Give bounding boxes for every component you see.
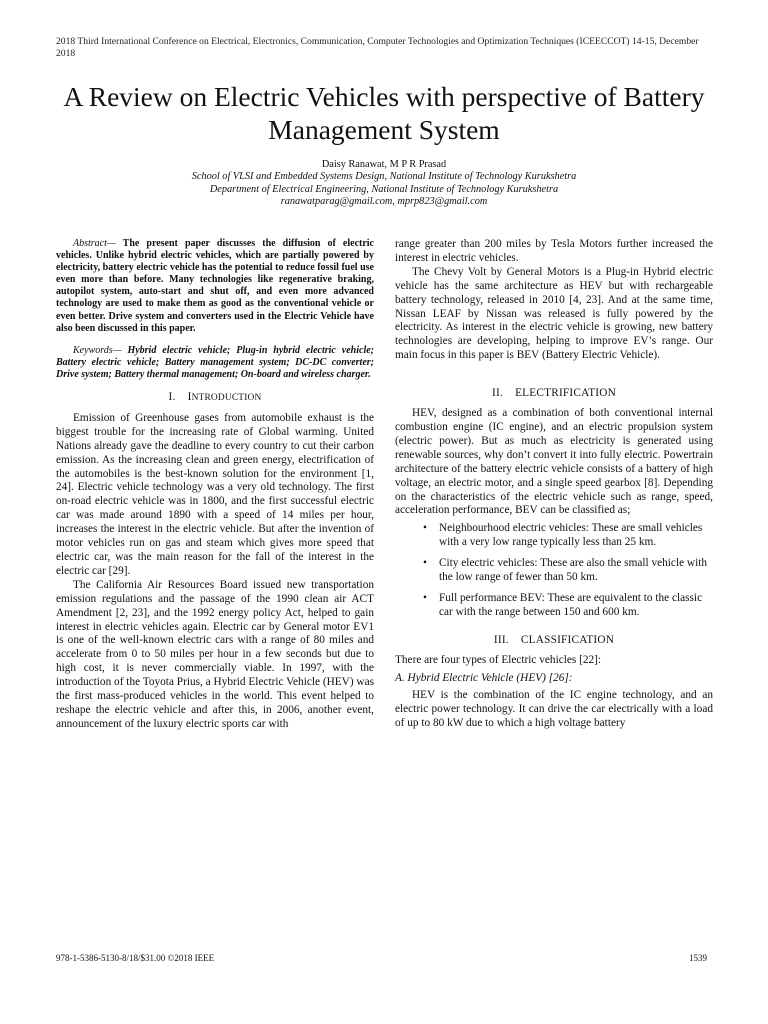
bullet-icon: • [423,522,427,535]
section-title-rest: NTRODUCTION [191,393,262,404]
abstract [56,238,374,335]
classification-intro: There are four types of Electric vehicles [22]: [395,653,602,666]
list-item [395,592,713,620]
affiliation-2: Department of Electrical Engineering, National Institute of Technology Kurukshetra [209,183,559,195]
section-title-first-letter: I [187,391,192,404]
bev-classes-list [395,522,713,619]
section-title: ELECTRIFICATION [515,387,616,400]
list-item-text: Neighbourhood electric vehicles: These are small vehicles with a very low range typically less than 25 km. [439,522,703,549]
section-number: I. [168,391,176,404]
intro-paragraph-2: The California Air Resources Board issued new transportation emission regulations and the passage of the 1990 clean air ACT Amendment [2, 23], and the 1992 energy policy Act, helped to gain interest in electric vehicles again. Electric car by General motor EV1 is one of the well-known electric cars with a range of 80 miles and accelerate from 0 to 50 miles per hour in a few seconds but due to high cost, it is never commercially viable. In 1997, with the introduction of the Toyota Prius, a Hybrid Electric Vehicle (HEV) was the first mass-produced vehicles in the world. This event helped to reshape the electric vehicle and after this, in 2006, another event, announcement of the luxury electric sports car with [56,578,374,730]
section-heading-introduction [56,391,374,406]
abstract-text: The present paper discusses the diffusion of electric vehicles. Unlike hybrid electric vehicles, which are partially powered by electricity, battery electric vehicle has the potential to reduce fossil fuel use even more than before. Many technologies like regenerative braking, autopilot system, auto-start and shut off, and even more advanced technology are used to make them as good as the conventional vehicle or even better. Drive system and converters used in the Electric Vehicle have also been discussed in this paper. [56,238,374,334]
intro-continued: range greater than 200 miles by Tesla Motors further increased the interest in electric vehicles. [395,238,713,264]
intro-paragraph-1: Emission of Greenhouse gases from automobile exhaust is the biggest trouble for the increasing rate of Global warming. United Nations already gave the deadline to every country to cut their carbon emission. As the increasing clean and green energy, electrification of the automobiles is the best-known solution for the environment [1, 24]. Electric vehicle technology was a very old technology. The first on-road electric vehicle was in 1800, and the first successful electric car was made around 1890 with a speed of 14 miles per hour, increases the interest in the electric vehicle. But after the invention of motor vehicles run on gas and steam which gives more speed that electric car, was the main reason for the fall of the interest in the electric car [29]. [56,411,374,577]
list-item [395,557,713,585]
right-column [395,238,713,731]
left-column [56,238,374,732]
section-number: III. [493,633,509,646]
section-number: II. [492,387,503,400]
section-heading-electrification [395,387,713,401]
bullet-icon: • [423,591,427,604]
hev-paragraph: HEV is the combination of the IC engine technology, and an electric power technology. It can drive the car electrically with a load of up to 80 kW due to which a high voltage battery [395,689,713,730]
author-block [40,159,728,209]
section-heading-classification [395,634,713,648]
abstract-label: Abstract— [73,238,116,249]
keywords-label: Keywords— [73,344,122,356]
subsection-heading-hev: A. Hybrid Electric Vehicle (HEV) [26]: [395,671,573,684]
list-item-text: City electric vehicles: These are also the small vehicle with the low range of fewer than 50 km. [439,557,707,584]
keywords-text: Hybrid electric vehicle; Plug-in hybrid electric vehicle; Battery electric vehicle; Battery management system; DC-DC converter; Drive system; Battery thermal management; On-board and wireless charger. [56,344,374,380]
section-title: CLASSIFICATION [520,633,615,646]
paper-title: A Review on Electric Vehicles with perspective of Battery Management System [63,81,705,145]
conference-header: 2018 Third International Conference on Electrical, Electronics, Communication, Computer Technologies and Optimization Techniques (ICEECCOT) 14-15, December 2018 [56,36,699,59]
bullet-icon: • [423,557,427,570]
author-emails: ranawatparag@gmail.com, mprp823@gmail.com [280,196,488,208]
author-names: Daisy Ranawat, M P R Prasad [321,159,447,170]
affiliation-1: School of VLSI and Embedded Systems Design, National Institute of Technology Kurukshetra [191,171,577,183]
electrification-paragraph: HEV, designed as a combination of both conventional internal combustion engine (IC engine), and an electric propulsion system (electric power). But as much as electricity is generated using renewable sources, why don’t convert it into fully electric. Powertrain architecture of the battery electric vehicle consists of a battery of high voltage, an electric motor, and a single speed gearbox [8]. Depending on the characteristics of the electric vehicle such as range, speed, acceleration performance, BEV can be classified as; [395,407,713,517]
footer-isbn: 978-1-5386-5130-8/18/$31.00 ©2018 IEEE [56,953,215,963]
list-item-text: Full performance BEV: These are equivalent to the classic car with the range between 150 and 600 km. [439,591,703,618]
page-number: 1539 [689,953,707,963]
keywords [56,345,374,381]
intro-paragraph-3: The Chevy Volt by General Motors is a Plug-in Hybrid electric vehicle has the same architecture as HEV but with rechargeable battery technology, released in 2010 [4, 23]. And at the same time, Nissan LEAF by Nissan was released is fully powered by the electricity. As interest in the electric vehicle is growing, new battery technologies are developing, helping to improve EV’s range. Our main focus in this paper is BEV (Battery Electric Vehicle). [395,265,713,362]
list-item [395,522,713,550]
